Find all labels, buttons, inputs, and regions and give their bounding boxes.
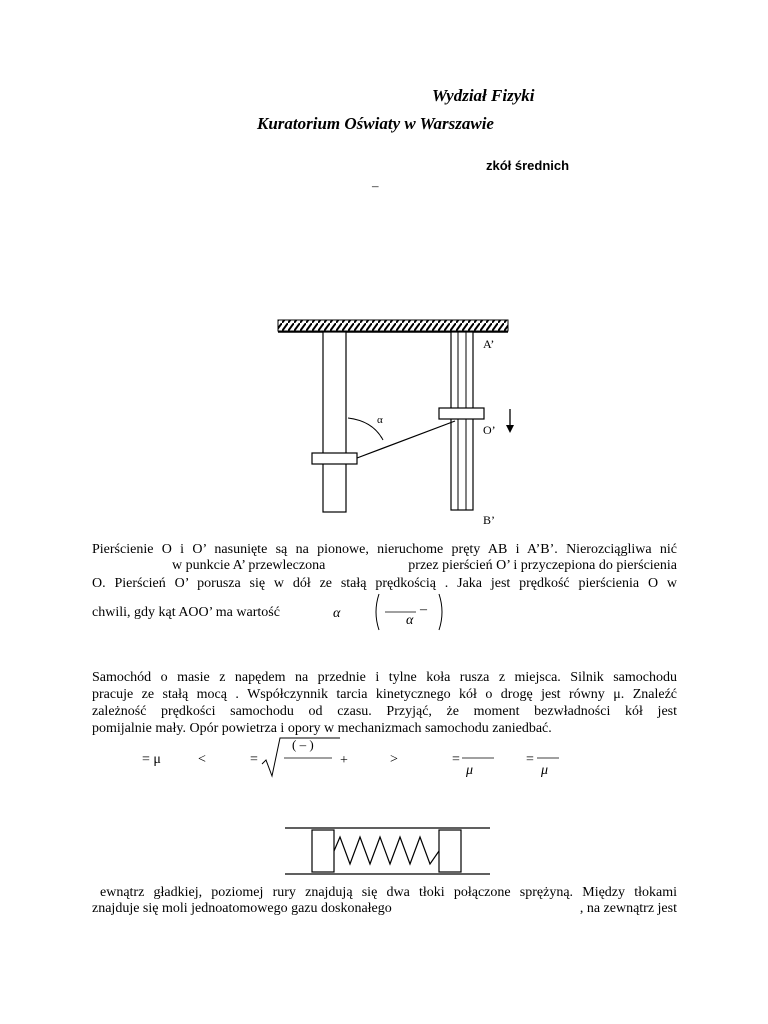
problem1-line3: O. Pierścień O’ porusza się w dół ze stałą prędkością . Jaka jest prędkość pierścienia O w	[92, 576, 677, 591]
label-b-prime: B’	[483, 513, 495, 527]
problem2-text: Samochód o masie z napędem na przednie i tylne koła rusza z miejsca. Silnik samochodu pracuje ze stałą mocą . Współczynnik tarcia kinetycznego kół o drogę jest równy μ. Znaleźć zależność prędkości samochodu od czasu. Przyjąć, że moment bezwładności kół jest pomijalnie mały. Opór powietrza i opory w mechanizmach samochodu zaniedbać.	[92, 670, 677, 736]
problem2-formulas: = μ < = ( – ) + > = μ = μ	[142, 737, 549, 778]
pipe-diagram	[285, 824, 490, 880]
header-dash: –	[372, 178, 379, 193]
piston-right	[439, 830, 461, 872]
header-faculty: Wydział Fizyki	[432, 86, 535, 105]
piston-left	[312, 830, 334, 872]
problem1-line4: chwili, gdy kąt AOO’ ma wartość	[92, 605, 280, 620]
spring	[334, 837, 439, 864]
header-schools: zkół średnich	[486, 158, 570, 173]
header-kuratorium: Kuratorium Oświaty w Warszawie	[257, 114, 494, 133]
problem1-text	[92, 541, 677, 558]
problem1-line2b: przez pierścień O’ i przyczepiona do pierścienia	[408, 558, 677, 573]
problem1-line2a: w punkcie A’ przewleczona	[172, 558, 326, 573]
label-alpha: α	[377, 414, 383, 426]
problem1-formula: – α	[373, 592, 445, 632]
ceiling-hatch	[278, 320, 508, 331]
figure-rods-rings	[270, 315, 530, 535]
ring-o	[312, 453, 357, 464]
label-a-prime: A’	[483, 337, 495, 351]
figure-pipe-pistons	[285, 824, 490, 880]
problem3-line1: ewnątrz gładkiej, poziomej rury znajdują się dwa tłoki połączone sprężyną. Między tłokami	[100, 885, 677, 900]
problem1-line1: Pierścienie O i O’ nasunięte są na pionowe, nieruchome pręty AB i A’B’. Nierozciągliwa nić	[92, 542, 677, 557]
rod-ab	[323, 332, 346, 512]
label-o-prime: O’	[483, 423, 496, 437]
ring-o-prime	[439, 408, 484, 419]
problem3-line2b: , na zewnątrz jest	[579, 901, 677, 916]
problem1-alpha: α	[333, 606, 341, 621]
problem3-line2a: znajduje się moli jednoatomowego gazu doskonałego	[92, 901, 392, 916]
